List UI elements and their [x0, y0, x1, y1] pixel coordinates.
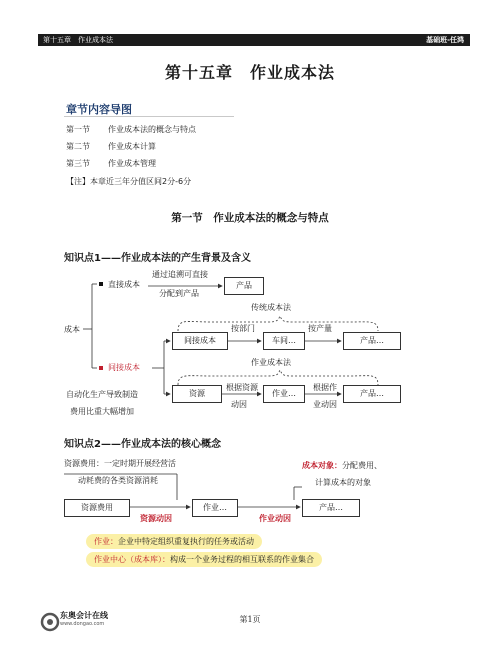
kp2-title: 知识点2——作业成本法的核心概念 — [64, 439, 221, 450]
footer-logo-text: 东奥会计在线 — [60, 611, 108, 620]
activity-box: 作业… — [192, 499, 238, 517]
by-department-label: 按部门 — [231, 324, 255, 333]
section-number: 第二节 — [66, 142, 90, 151]
cost-object-text: 分配费用、 — [342, 461, 382, 470]
resource-driver-label-line1: 根据资源 — [226, 383, 258, 392]
activity-driver-label-line2: 业动因 — [313, 400, 337, 409]
activity-definition — [86, 534, 262, 549]
page-number: 第1页 — [239, 615, 261, 624]
activity-term: 作业： — [94, 537, 118, 546]
section-name: 作业成本管理 — [108, 159, 156, 168]
direct-cost-label: 直接成本 — [108, 280, 140, 289]
cost-object-def-line2: 计算成本的对象 — [315, 478, 371, 487]
automation-note-line1: 自动化生产导致制造 — [66, 390, 138, 399]
section1-title: 第一节 作业成本法的概念与特点 — [171, 212, 329, 224]
resource-cost-def-line2: 动耗费的各类资源消耗 — [78, 476, 158, 485]
resource-cost-def-line1: 资源费用：一定时期开展经营活 — [64, 459, 176, 468]
resource-box: 资源 — [172, 385, 222, 403]
cost-root-label: 成本 — [64, 325, 80, 334]
indirect-cost-label: 间接成本 — [108, 363, 140, 372]
abc-product-box: 产品… — [343, 385, 401, 403]
automation-note-line2: 费用比重大幅增加 — [70, 407, 134, 416]
activity-driver-label: 作业动因 — [259, 514, 291, 523]
resource-driver-label-line2: 动因 — [231, 400, 247, 409]
workshop-box: 车间… — [263, 332, 305, 350]
chapter-title: 第十五章 作业成本法 — [164, 63, 335, 82]
direct-cost-note-line2: 分配到产品 — [159, 289, 199, 298]
direct-cost-note-line1: 通过追溯可直接 — [152, 270, 208, 279]
activity-definition-text: 企业中特定组织重复执行的任务或活动 — [118, 537, 254, 546]
product-box: 产品… — [302, 499, 360, 517]
header-chapter: 第十五章 作业成本法 — [43, 36, 113, 44]
cost-object-label: 成本对象： — [302, 461, 342, 470]
resource-driver-label: 资源动因 — [140, 514, 172, 523]
cost-object-def-line1 — [302, 460, 382, 471]
section-name: 作业成本计算 — [108, 142, 156, 151]
resource-cost-box: 资源费用 — [64, 499, 130, 517]
activity-center-term: 作业中心（成本库）： — [94, 555, 170, 564]
guide-note: 【注】本章近三年分值区间2分-6分 — [66, 177, 192, 186]
activity-box: 作业… — [263, 385, 305, 403]
section-number: 第一节 — [66, 125, 90, 134]
product-box: 产品 — [224, 277, 264, 295]
section-number: 第三节 — [66, 159, 90, 168]
activity-driver-label-line1: 根据作 — [313, 383, 337, 392]
abc-method-label: 作业成本法 — [251, 358, 291, 367]
activity-center-definition-text: 构成一个业务过程的相互联系的作业集合 — [170, 555, 314, 564]
guide-title: 章节内容导图 — [66, 103, 132, 116]
square-bullet-icon — [99, 282, 103, 286]
traditional-product-box: 产品… — [343, 332, 401, 350]
activity-center-definition — [86, 552, 322, 567]
square-bullet-icon — [99, 366, 103, 370]
kp1-title: 知识点1——作业成本法的产生背景及含义 — [64, 253, 251, 264]
traditional-indirect-box: 间接成本 — [172, 332, 228, 350]
footer-site: www.dongao.com — [60, 621, 105, 627]
header-author: 基础班-任鸿 — [426, 36, 464, 44]
traditional-method-label: 传统成本法 — [251, 303, 291, 312]
section-name: 作业成本法的概念与特点 — [108, 125, 196, 134]
by-output-label: 按产量 — [308, 324, 332, 333]
